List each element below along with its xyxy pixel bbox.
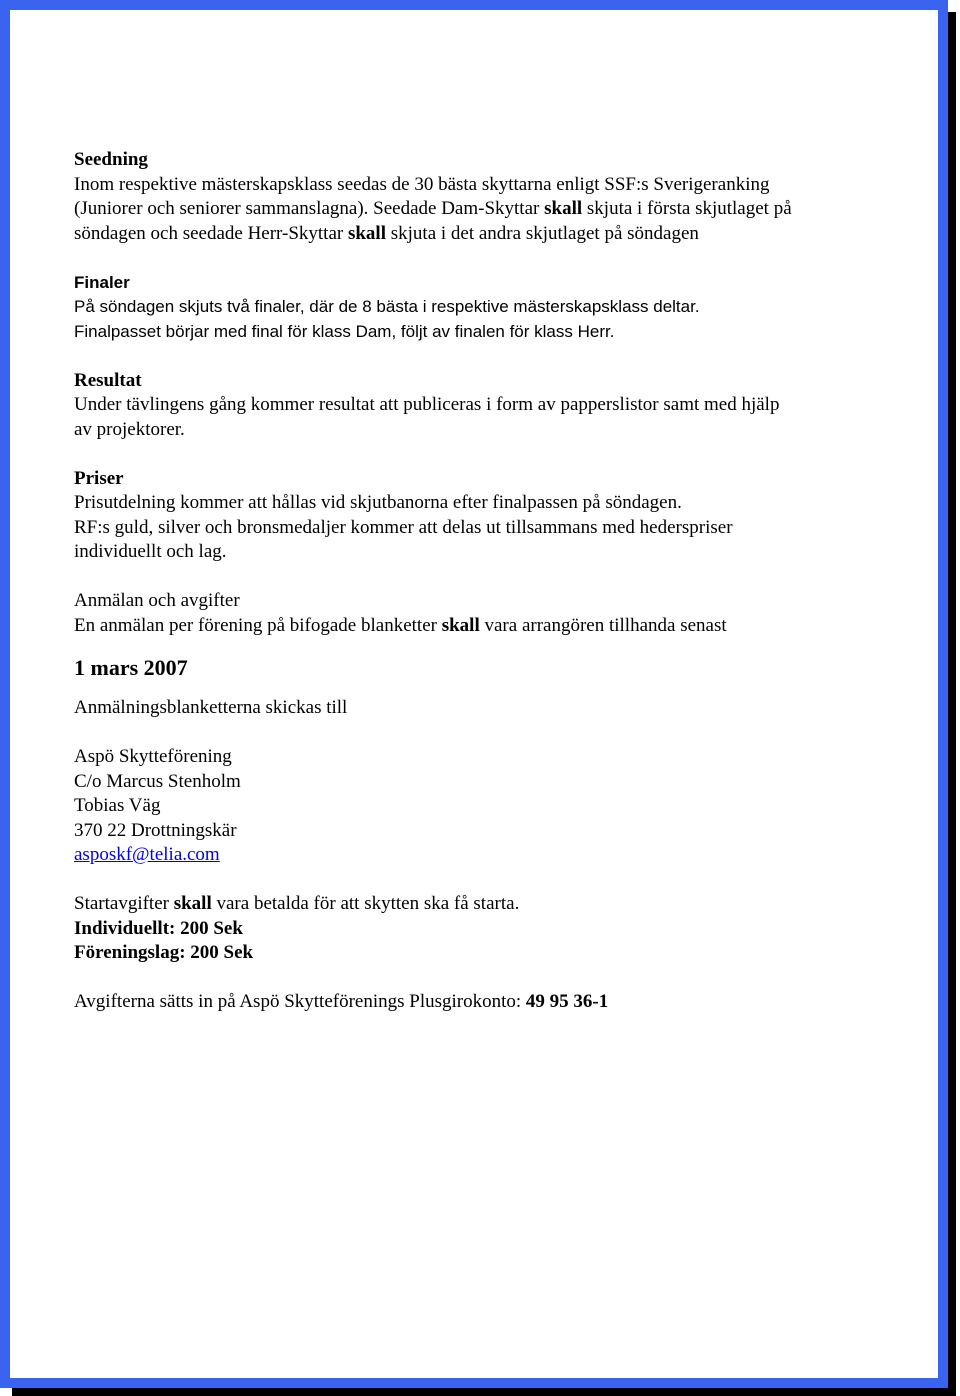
seedning-line-2-text: (Juniorer och seniorer sammanslagna). (74, 198, 374, 219)
address-org: Aspö Skytteförening (74, 746, 232, 767)
seedning-skall-1: skall (544, 198, 583, 219)
finaler-line-2: Finalpasset börjar med final för klass Dam, följt av finalen för klass Herr. (74, 321, 615, 341)
seedning-line-3-tail: skjuta i det andra skjutlaget på söndagen (386, 222, 699, 244)
anmalan-skall: skall (441, 614, 480, 636)
finaler-line-1: På söndagen skjuts två finaler, där de 8 bästa i respektive mästerskapsklass deltar. (74, 297, 700, 316)
seedning-line-2 (74, 197, 914, 222)
finaler-heading: Finaler (74, 272, 130, 292)
seedning-line-3 (74, 222, 914, 247)
address-care-of: C/o Marcus Stenholm (74, 770, 241, 792)
resultat-heading: Resultat (74, 369, 142, 391)
account-line (74, 990, 914, 1015)
page-shadow-bottom (12, 1388, 956, 1396)
seedning-line-2-tail: skjuta i första skjutlaget på (582, 198, 792, 219)
anmalan-line-1 (74, 614, 914, 639)
address-postal: 370 22 Drottningskär (74, 819, 237, 841)
seedning-heading: Seedning (74, 149, 148, 170)
account-text: Avgifterna sätts in på Aspö Skytteförenings Plusgirokonto: (74, 991, 526, 1012)
fees-skall: skall (173, 893, 212, 914)
priser-line-1: Prisutdelning kommer att hållas vid skjutbanorna efter finalpassen på söndagen. (74, 492, 682, 513)
fees-line-text: Startavgifter (74, 893, 174, 914)
seedning-line-3-text: söndagen och seedade Herr-Skyttar (74, 222, 348, 244)
anmalan-line-1-text: En anmälan per förening på bifogade blanketter (74, 614, 442, 636)
address-email-line (74, 843, 914, 868)
seedning-skall-2: skall (347, 222, 386, 244)
priser-heading: Priser (74, 467, 124, 489)
fees-line (74, 892, 914, 917)
email-link[interactable]: asposkf@telia.com (74, 844, 220, 865)
seedning-line-1: Inom respektive mästerskapsklass seedas de 30 bästa skyttarna enligt SSF:s Sverigeranking (74, 173, 770, 195)
address-street: Tobias Väg (74, 795, 161, 816)
document-body (74, 148, 914, 1015)
send-to-line: Anmälningsblanketterna skickas till (74, 697, 348, 718)
priser-line-2: RF:s guld, silver och bronsmedaljer kommer att delas ut tillsammans med hederspriser (74, 516, 733, 538)
registration-deadline: 1 mars 2007 (74, 655, 188, 680)
resultat-line-1: Under tävlingens gång kommer resultat att publiceras i form av papperslistor samt med hjälp (74, 394, 780, 415)
fees-line-tail: vara betalda för att skytten ska få starta. (211, 893, 520, 914)
seedning-line-2-arial-text: Seedade Dam-Skyttar (373, 198, 545, 219)
anmalan-line-1-tail: vara arrangören tillhanda senast (479, 614, 727, 636)
anmalan-heading: Anmälan och avgifter (74, 590, 240, 611)
fee-team: Föreningslag: 200 Sek (74, 942, 254, 963)
page-shadow-right (948, 12, 956, 1396)
resultat-line-2: av projektorer. (74, 418, 185, 440)
priser-line-3: individuellt och lag. (74, 541, 227, 562)
account-number: 49 95 36-1 (525, 991, 609, 1012)
fee-individual: Individuellt: 200 Sek (74, 917, 243, 939)
